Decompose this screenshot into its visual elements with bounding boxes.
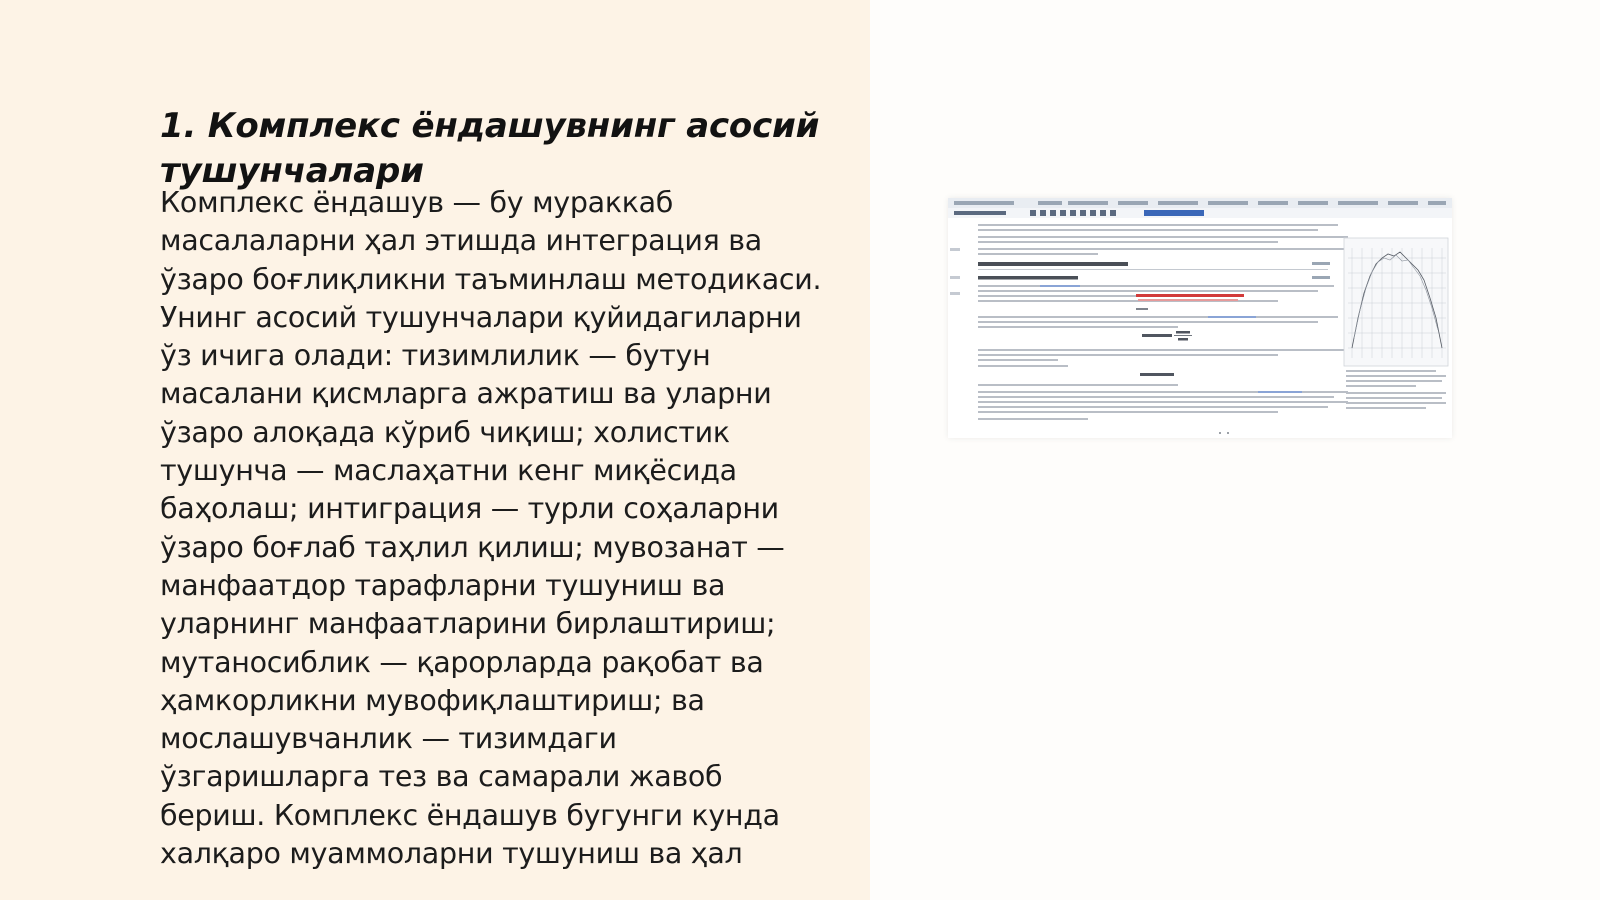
embedded-screenshot-image (948, 198, 1452, 438)
slide-title: 1. Комплекс ёндашувнинг асосий тушунчалари (160, 106, 820, 191)
slide-body-text: Комплекс ёндашув — бу мураккаб масалаларни ҳал этишда интеграция ва ўзаро боғлиқликни таъминлаш методикаси. Унинг асосий тушунчалари қуйидагиларни ўз ичига олади: тизимлилик — бутун масалани қисмларга ажратиш ва уларни ўзаро алоқада кўриб чиқиш; холистик тушунча — маслаҳатни кенг миқёсида баҳолаш; интиграция — турли соҳаларни ўзаро боғлаб таҳлил қилиш; мувозанат — манфаатдор тарафларни тушуниш ва уларнинг манфаатларини бирлаштириш; мутаносиблик — қарорларда рақобат ва ҳамкорликни мувофиқлаштириш; ва мослашувчанлик — тизимдаги ўзгаришларга тез ва самарали жавоб бериш. Комплекс ёндашув бугунги кунда халқаро муаммоларни тушуниш ва ҳал (160, 186, 822, 871)
image-panel (870, 0, 1600, 900)
